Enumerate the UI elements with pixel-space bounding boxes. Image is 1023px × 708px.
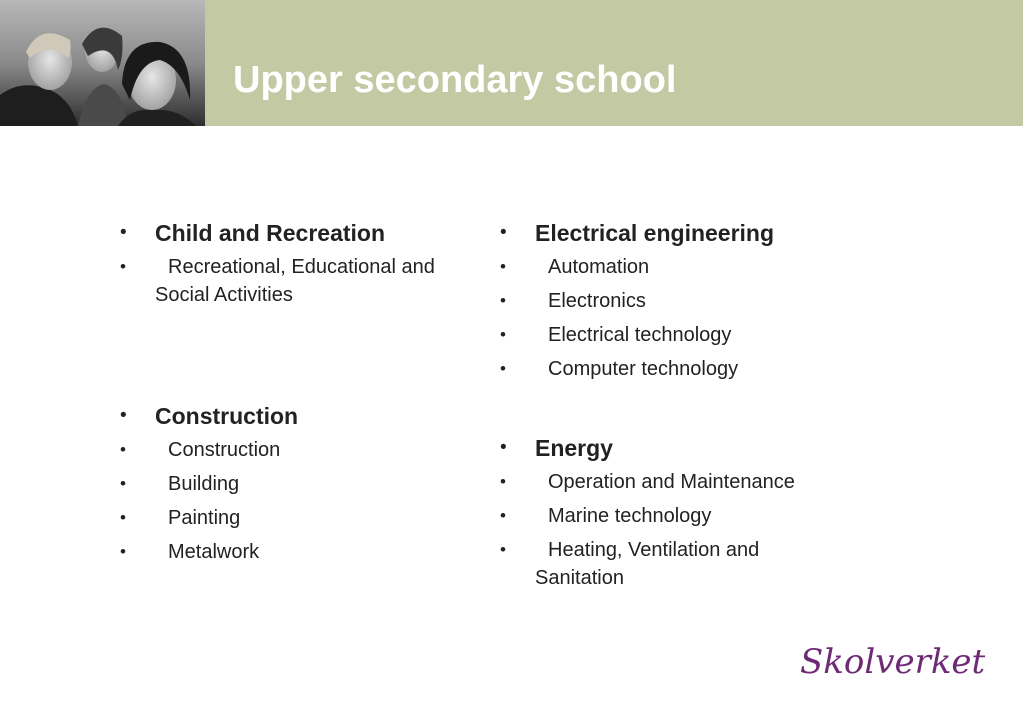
list-item-text: Painting (168, 507, 241, 529)
program-heading (498, 218, 838, 248)
program-list (118, 253, 458, 309)
right-column (498, 218, 838, 598)
program-heading-text: Energy (535, 435, 613, 461)
list-item-text: Heating, Ventilation and Sanitation (535, 539, 760, 589)
bullet-icon: • (120, 508, 126, 527)
list-item (118, 253, 458, 309)
list-item-text: Recreational, Educational and Social Activities (155, 256, 435, 306)
list-item-text: Building (168, 473, 240, 495)
list-item (498, 253, 838, 281)
bullet-icon: • (120, 440, 126, 459)
list-item-text: Electrical technology (548, 324, 732, 346)
bullet-icon: • (500, 257, 506, 276)
bullet-icon: • (120, 222, 127, 243)
bullet-icon: • (500, 325, 506, 344)
left-column (118, 218, 458, 572)
bullet-icon: • (120, 542, 126, 561)
bullet-icon: • (500, 291, 506, 310)
program-group-construction (118, 401, 458, 566)
list-item (498, 355, 838, 383)
bullet-icon: • (500, 506, 506, 525)
bullet-icon: • (500, 359, 506, 378)
list-item-text: Electronics (548, 290, 646, 312)
program-heading (118, 401, 458, 431)
list-item (118, 436, 458, 464)
program-list (118, 436, 458, 566)
list-item (498, 502, 838, 530)
program-heading (118, 218, 458, 248)
list-item-text: Metalwork (168, 541, 260, 563)
list-item (498, 468, 838, 496)
bullet-icon: • (120, 405, 127, 426)
bullet-icon: • (120, 257, 126, 276)
program-heading-text: Construction (155, 403, 299, 429)
list-item (118, 538, 458, 566)
program-heading (498, 433, 838, 463)
program-list (498, 468, 838, 592)
bullet-icon: • (500, 472, 506, 491)
list-item-text: Construction (168, 439, 281, 461)
list-item (118, 470, 458, 498)
list-item-text: Operation and Maintenance (548, 471, 795, 493)
page-title: Upper secondary school (233, 59, 677, 101)
program-group-child-recreation (118, 218, 458, 309)
bullet-icon: • (500, 437, 507, 458)
list-item-text: Marine technology (548, 505, 712, 527)
list-item-text: Computer technology (548, 358, 739, 380)
bullet-icon: • (120, 474, 126, 493)
program-list (498, 253, 838, 383)
list-item-text: Automation (548, 256, 650, 278)
list-item (498, 321, 838, 349)
bullet-icon: • (500, 540, 506, 559)
program-heading-text: Electrical engineering (535, 220, 775, 246)
list-item (118, 504, 458, 532)
program-group-electrical-engineering (498, 218, 838, 383)
program-group-energy (498, 433, 838, 592)
bullet-icon: • (500, 222, 507, 243)
students-photo (0, 0, 205, 126)
skolverket-logo: Skolverket (800, 642, 986, 682)
list-item (498, 287, 838, 315)
program-heading-text: Child and Recreation (155, 220, 386, 246)
list-item (498, 536, 838, 592)
